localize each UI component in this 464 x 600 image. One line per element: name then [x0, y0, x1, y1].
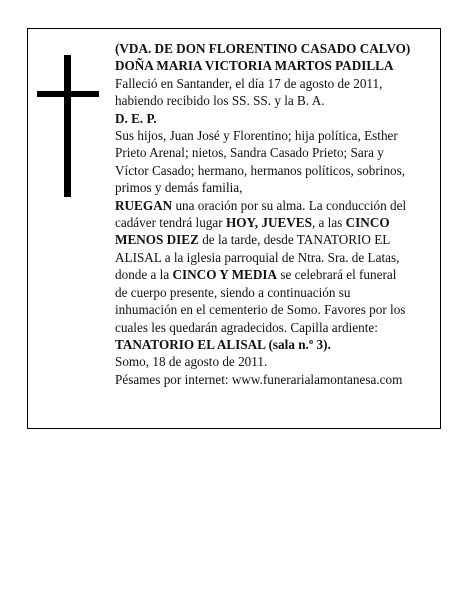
condolences-line: Pésames por internet: www.funerarialamontanesa.com — [115, 371, 403, 387]
family-line-3: Víctor Casado; hermano, hermanos políticos, sobrinos, — [115, 162, 406, 178]
funeral-line-3-rest: de la tarde, desde TANATORIO EL — [198, 232, 391, 248]
funeral-mass-time: CINCO Y MEDIA — [172, 267, 278, 283]
widow-line: (VDA. DE DON FLORENTINO CASADO CALVO) — [115, 41, 411, 56]
request-line — [115, 197, 433, 214]
family-line-4: primos y demás familia, — [115, 180, 243, 196]
funeral-line-2-mid: , a las — [311, 215, 346, 231]
family-line-1: Sus hijos, Juan José y Florentino; hija política, Esther — [115, 128, 398, 144]
funeral-line-5-end: se celebrará el funeral — [277, 267, 397, 283]
funeral-line-4: ALISAL a la iglesia parroquial de Ntra. Sra. de Latas, — [115, 249, 400, 265]
cross-icon — [37, 55, 99, 197]
family-line-2: Prieto Arenal; nietos, Sandra Casado Prieto; Sara y — [115, 145, 384, 161]
funeral-line-2-start: cadáver tendrá lugar — [115, 215, 226, 231]
death-line-1: Falleció en Santander, el día 17 de agosto de 2011, — [115, 75, 383, 91]
place-date-line: Somo, 18 de agosto de 2011. — [115, 354, 268, 370]
cross-vertical-bar — [64, 55, 71, 197]
funeral-line-2 — [115, 214, 433, 231]
funeral-line-5-start: donde a la — [115, 267, 173, 283]
funeral-day: HOY, JUEVES — [225, 215, 312, 231]
request-rest: una oración por su alma. La conducción del — [172, 197, 407, 213]
dep-line: D. E. P. — [115, 110, 157, 126]
cross-horizontal-bar — [37, 91, 99, 97]
notice-text — [115, 40, 433, 388]
funeral-line-8: cuales les quedarán agradecidos. Capilla ardiente: — [115, 319, 378, 335]
funeral-time-2: MENOS DIEZ — [115, 232, 199, 248]
request-bold: RUEGAN — [115, 197, 173, 213]
funeral-line-5 — [115, 266, 433, 283]
funeral-line-3 — [115, 231, 433, 248]
funeral-line-7: inhumación en el cementerio de Somo. Favores por los — [115, 302, 406, 318]
chapel-line: TANATORIO EL ALISAL (sala n.º 3). — [115, 336, 331, 352]
funeral-line-6: de cuerpo presente, siendo a continuación su — [115, 284, 351, 300]
funeral-time-1: CINCO — [345, 215, 390, 231]
death-line-2: habiendo recibido los SS. SS. y la B. A. — [115, 93, 325, 109]
deceased-name: DOÑA MARIA VICTORIA MARTOS PADILLA — [115, 58, 394, 74]
